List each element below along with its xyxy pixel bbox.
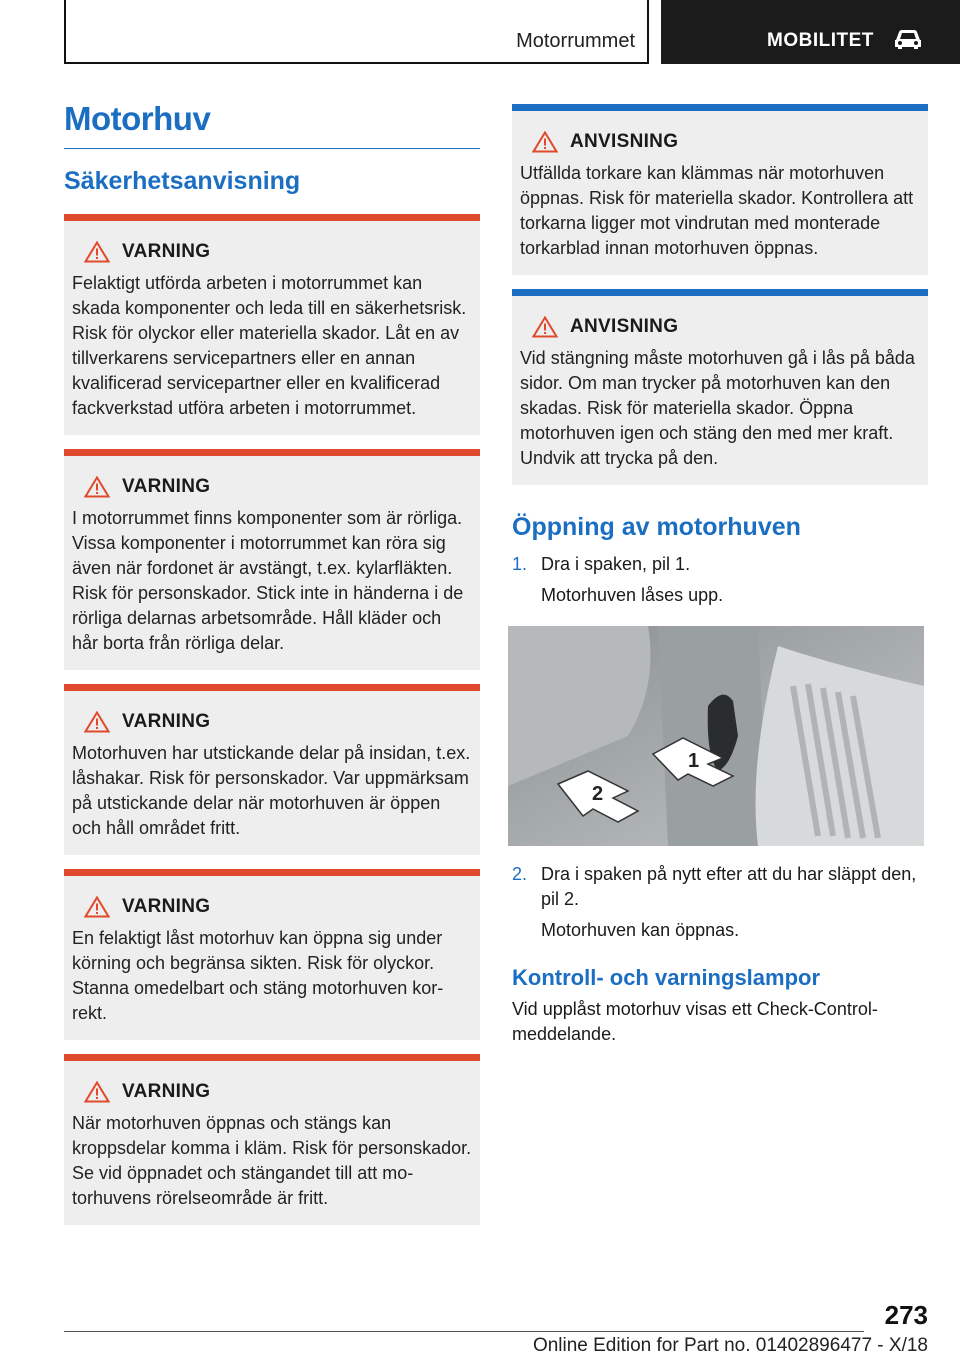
step-result: Motorhuven kan öppnas. [541, 920, 740, 940]
footer-divider [64, 1331, 864, 1332]
warning-label: VARNING [122, 711, 211, 732]
car-icon [893, 28, 923, 50]
header-chapter-label: MOBILITET [767, 30, 874, 51]
warning-header [84, 896, 472, 918]
svg-text:2: 2 [592, 783, 604, 805]
warning-text: En felaktigt låst motorhuv kan öppna sig under körning och begränsa sikten. Risk för olyckor. Stanna omedelbart och stäng motorhuven korrekt. [72, 928, 444, 1023]
notice-triangle-icon [532, 131, 558, 153]
notice-box [512, 104, 928, 275]
warning-triangle-icon [84, 711, 110, 733]
warning-header [84, 711, 472, 733]
notice-label: ANVISNING [570, 316, 679, 337]
warning-triangle-icon [84, 896, 110, 918]
step-number: 1. [512, 554, 528, 574]
page-title: Motorhuv [64, 100, 480, 149]
step-item [512, 552, 928, 577]
notice-box [512, 289, 928, 485]
warning-triangle-icon [84, 476, 110, 498]
warning-text: Felaktigt utförda arbeten i motorrummet kan skada komponenter och leda till en säkerhetsrisk. Risk för olyckor eller materiella skador. Låt en av tillverkarens servicepartners eller en annan kvalificerad servicepartner eller en kvalificerad fackverkstad utföra arbeten i motorrummet. [72, 273, 467, 418]
warning-label: VARNING [122, 896, 211, 917]
hood-release-lever-photo [508, 626, 924, 846]
right-column [512, 104, 928, 1047]
warning-header [84, 1081, 472, 1103]
warning-triangle-icon [84, 1081, 110, 1103]
warning-box [64, 1054, 480, 1225]
section-title-safety: Säkerhetsanvisning [64, 167, 301, 195]
footer-edition: Online Edition for Part no. 01402896477 - X/18 [532, 1335, 928, 1356]
warning-label: VARNING [122, 476, 211, 497]
step-number: 2. [512, 864, 528, 884]
step-text: Dra i spaken på nytt efter att du har släppt den, pil 2. [541, 864, 917, 909]
notice-header [532, 131, 920, 153]
header-chapter-tab [661, 0, 960, 64]
warning-header [84, 476, 472, 498]
notice-header [532, 316, 920, 338]
warning-box [64, 214, 480, 435]
notice-text: Utfällda torkare kan klämmas när motorhuven öppnas. Risk för materiella skador. Kontrollera att torkarna ligger mot vindrutan med monterade torkarblad innan motorhuven öppnas. [520, 163, 914, 258]
page-number: 273 [884, 1300, 928, 1330]
indicators-text: Vid upplåst motorhuv visas ett Check-Control-meddelande. [512, 999, 878, 1044]
warning-box [64, 684, 480, 855]
warning-label: VARNING [122, 241, 211, 262]
notice-text: Vid stängning måste motorhuven gå i lås på båda sidor. Om man trycker på motorhuven kan den skadas. Risk för materiella skador. Öppna motorhuven igen och stäng den med mer kraft. Undvik att trycka på den. [520, 348, 915, 468]
svg-text:1: 1 [688, 750, 700, 772]
left-column [64, 100, 480, 1239]
step-item [512, 862, 928, 912]
warning-text: Motorhuven har utstickande delar på insidan, t.ex. låshakar. Risk för personskador. Var uppmärksam på utstickande delar när motorhuven är öppen och håll området fritt. [72, 743, 471, 838]
notice-triangle-icon [532, 316, 558, 338]
warning-box [64, 449, 480, 670]
warning-header [84, 241, 472, 263]
header-section-label: Motorrummet [516, 30, 635, 52]
warning-text: I motorrummet finns komponenter som är rörliga. Vissa komponenter i motorrummet kan röra sig även när fordonet är avstängt, t.ex. kylarfläkten. Risk för personskador. Stick inte in händerna i de rörliga delarnas arbetsområde. Håll kläder och hår borta från rörliga delar. [72, 508, 464, 653]
section-title-indicators: Kontroll- och varningslampor [512, 965, 821, 990]
warning-box [64, 869, 480, 1040]
warning-text: När motorhuven öppnas och stängs kan kroppsdelar komma i kläm. Risk för personskador. Se vid öppnadet och stängandet till att motorhuvens rörelseområde är fritt. [72, 1113, 472, 1208]
warning-label: VARNING [122, 1081, 211, 1102]
section-title-opening: Öppning av motorhuven [512, 513, 801, 541]
header-section-tab [64, 0, 649, 64]
step-text: Dra i spaken, pil 1. [541, 554, 691, 574]
step-result: Motorhuven låses upp. [541, 585, 724, 605]
notice-label: ANVISNING [570, 131, 679, 152]
warning-triangle-icon [84, 241, 110, 263]
